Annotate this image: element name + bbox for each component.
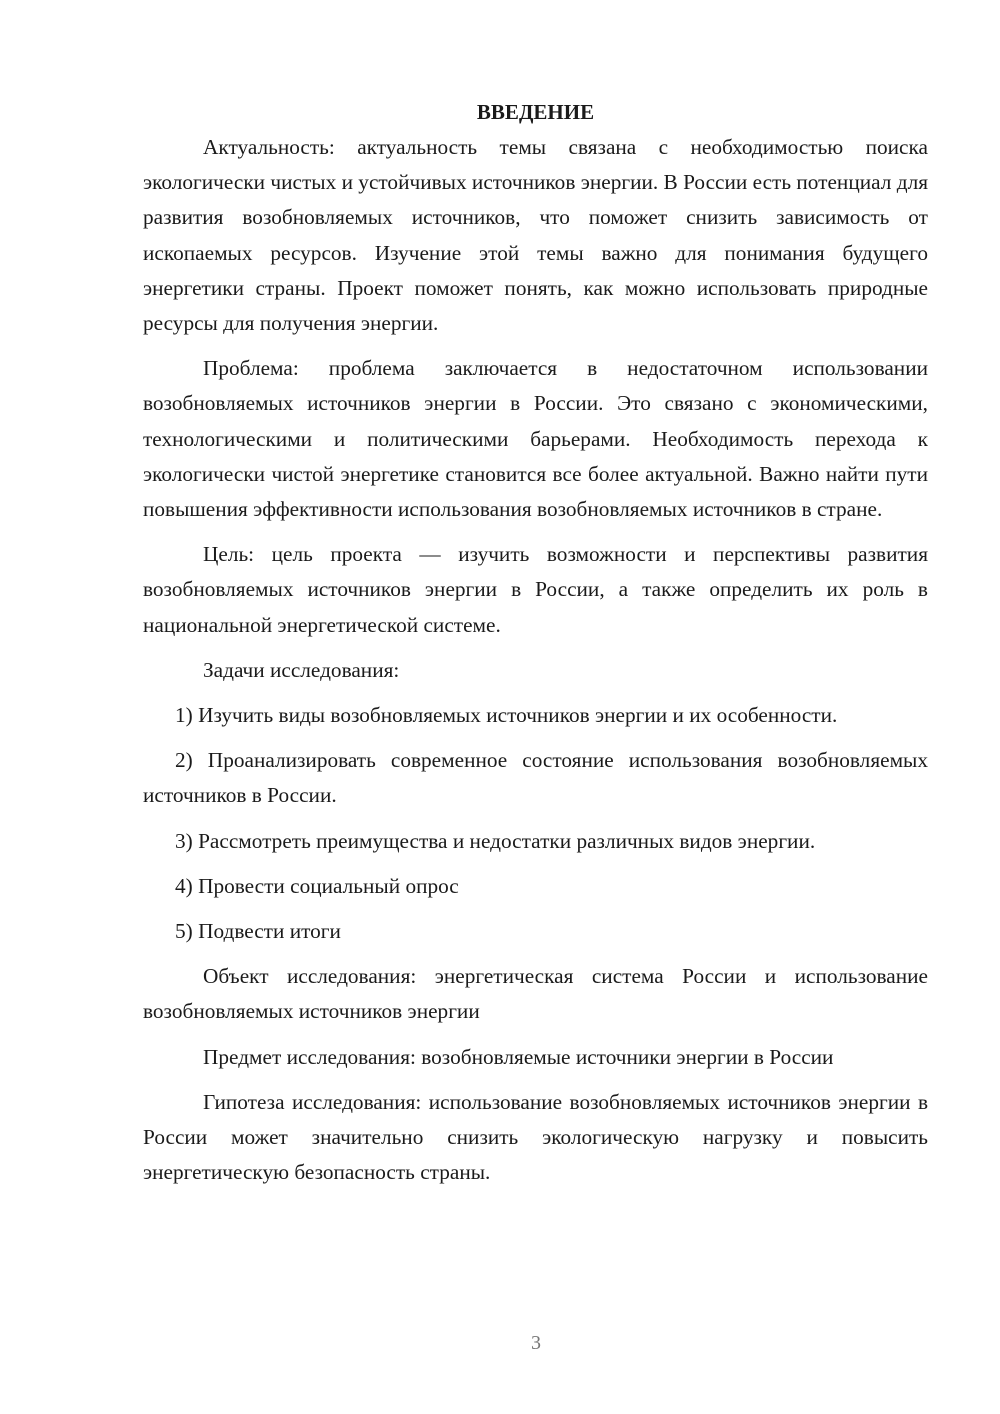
task-item-1: 1) Изучить виды возобновляемых источников энергии и их особенности. — [175, 703, 838, 728]
problem-paragraph: Проблема: проблема заключается в недостаточном использовании возобновляемых источников энергии в России. Это связано с экономическими, технологическими и политическими барьерами. Необходимость перехода к экологически чистой энергетике становится все более актуальной. Важно найти пути повышения эффективности использования возобновляемых источников в стране. — [143, 356, 928, 522]
hypothesis-paragraph: Гипотеза исследования: использование возобновляемых источников энергии в России может значительно снизить экологическую нагрузку и повысить энергетическую безопасность страны. — [143, 1089, 928, 1185]
tasks-heading: Задачи исследования: — [203, 657, 400, 682]
task-item-3: 3) Рассмотреть преимущества и недостатки различных видов энергии. — [175, 828, 816, 853]
object-paragraph: Объект исследования: энергетическая система России и использование возобновляемых источников энергии — [143, 964, 928, 1024]
task-item-2: 2) Проанализировать современное состояние использования возобновляемых источников в России. — [143, 748, 928, 808]
goal-paragraph: Цель: цель проекта — изучить возможности и перспективы развития возобновляемых источников энергии в России, а также определить их роль в национальной энергетической системе. — [143, 542, 928, 637]
page-number: 3 — [531, 1332, 541, 1354]
task-item-4: 4) Провести социальный опрос — [175, 873, 459, 898]
document-page — [143, 94, 928, 1190]
subject-paragraph: Предмет исследования: возобновляемые источники энергии в России — [203, 1044, 834, 1069]
section-title: ВВЕДЕНИЕ — [476, 100, 595, 124]
relevance-paragraph: Актуальность: актуальность темы связана с необходимостью поиска экологически чистых и устойчивых источников энергии. В России есть потенциал для развития возобновляемых источников, что поможет снизить зависимость от ископаемых ресурсов. Изучение этой темы важно для понимания будущего энергетики страны. Проект поможет понять, как можно использовать природные ресурсы для получения энергии. — [143, 135, 928, 336]
task-item-5: 5) Подвести итоги — [175, 919, 341, 944]
